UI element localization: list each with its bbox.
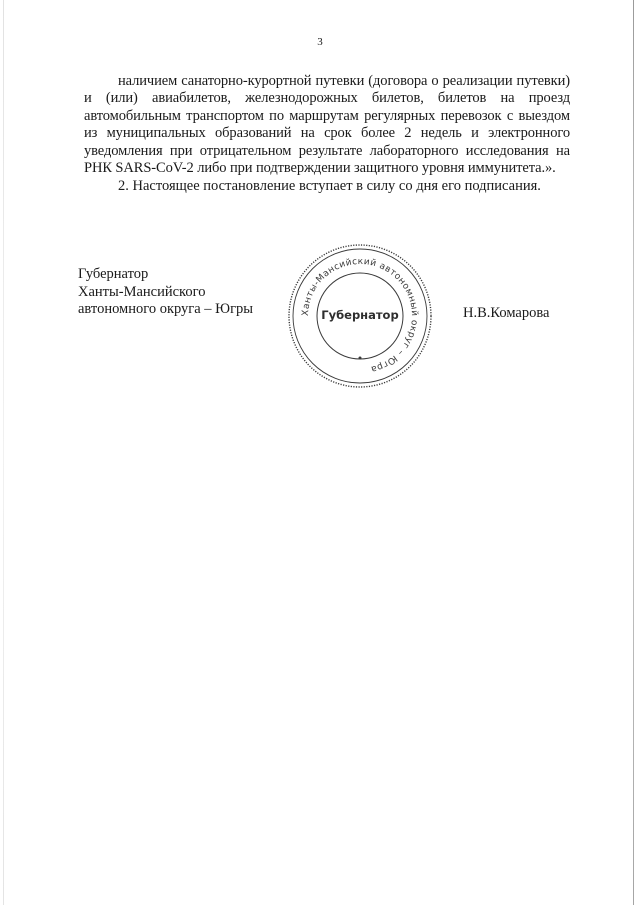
signature-position-line: Ханты-Мансийского	[78, 283, 206, 300]
page-edge-left	[3, 0, 4, 905]
seal-center-text: Губернатор	[321, 308, 399, 322]
body-paragraph-effective-date: 2. Настоящее постановление вступает в силу со дня его подписания.	[118, 178, 541, 195]
seal-ring-text-path: Ханты-Мансийский автономный округ – Югра	[300, 256, 420, 374]
seal-dot	[359, 357, 362, 360]
signature-position-line: автономного округа – Югры	[78, 301, 254, 318]
page-edge-right	[633, 0, 634, 905]
official-seal-graphic	[284, 240, 436, 392]
page-number: 3	[317, 36, 323, 48]
official-seal	[284, 240, 436, 392]
signature-position	[78, 266, 253, 319]
signer-name: Н.В.Комарова	[463, 305, 550, 321]
document-body	[84, 73, 570, 196]
signature-position-line: Губернатор	[78, 266, 149, 282]
body-paragraph-continuation: наличием санаторно-курортной путевки (договора о реализации путевки) и (или) авиабилетов, железнодорожных билетов, билетов на проезд автомобильным транспортом по маршрутам регулярных перевозок с выездом из муниципальных образований на срок более 2 недель и электронного уведомления при отрицательном результате лабораторного исследования на РНК SARS-CoV-2 либо при подтверждении защитного уровня иммунитета.».	[84, 73, 570, 177]
